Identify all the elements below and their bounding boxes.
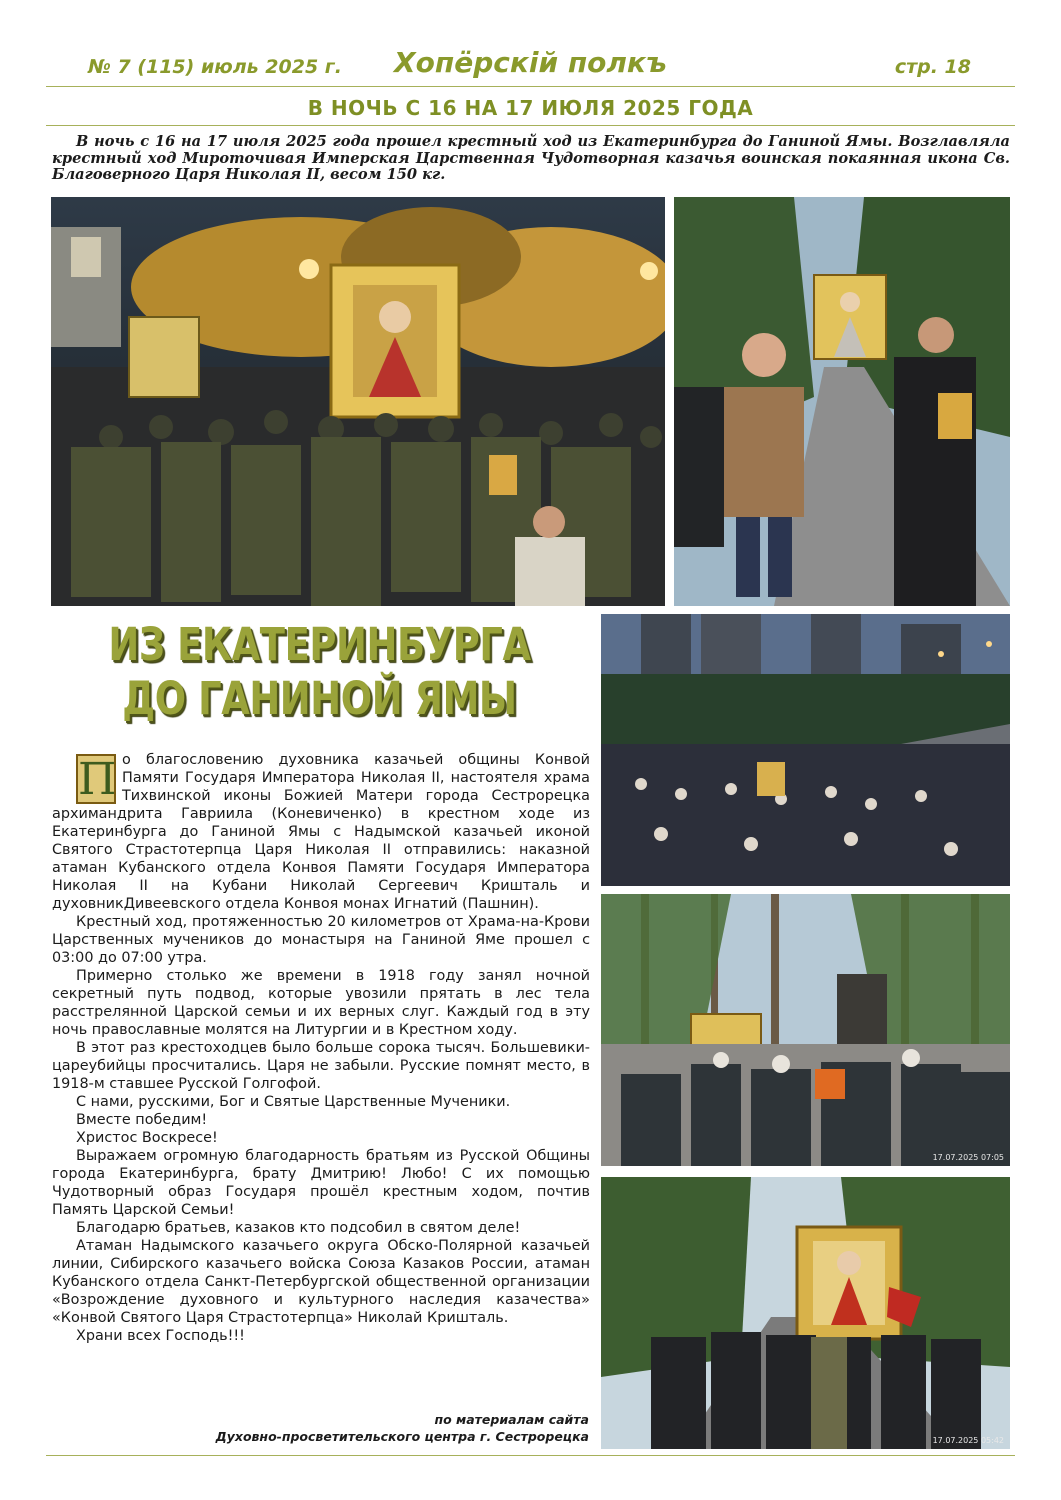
photo-date-stamp: 17.07.2025 05:42 bbox=[932, 1436, 1004, 1445]
dropcap-letter: П bbox=[78, 754, 117, 805]
source-line-1: по материалам сайта bbox=[434, 1412, 589, 1427]
article-title-line-1: ИЗ ЕКАТЕРИНБУРГА bbox=[108, 618, 531, 671]
paragraph: С нами, русскими, Бог и Святые Царственные Мученики. bbox=[76, 1094, 511, 1110]
headline-rule bbox=[46, 125, 1015, 126]
footer-rule bbox=[46, 1455, 1015, 1456]
source-credit bbox=[216, 1411, 589, 1445]
photo-forest-road bbox=[674, 197, 1010, 606]
page-number: стр. 18 bbox=[894, 56, 971, 78]
paragraph-text: о благословению духовника казачьей общины Конвой Памяти Государя Императора Николая II, настоятеля храма Тихвинской иконы Божией Матери города Сестрорецка архимандрита Гавриила (Коневиченко) в крестном ходе из Екатеринбурга до Ганиной Ямы с Надымской казачьей иконой Святого Страстотерпца Царя Николая II отправились: наказной атаман Кубанского отдела Конвоя Памяти Государя Императора Николая II на Кубани Николай Сергеевич Кришталь и духовникДивеевского отдела Конвоя монах Игнатий (Пашнин). bbox=[52, 752, 590, 912]
photo-cossacks-icon bbox=[601, 1177, 1010, 1449]
photo-forest-monument bbox=[601, 894, 1010, 1166]
paragraph: В этот раз крестоходцев было больше сорока тысяч. Большевики-цареубийцы просчитались. Царя не забыли. Русские помнят место, в 1918-м ставшее Русской Голгофой. bbox=[52, 1040, 590, 1092]
photo-night-procession bbox=[51, 197, 665, 606]
paragraph bbox=[52, 751, 590, 913]
headline: В НОЧЬ С 16 НА 17 ИЮЛЯ 2025 ГОДА bbox=[307, 96, 754, 120]
photo-date-stamp: 17.07.2025 07:05 bbox=[932, 1153, 1004, 1162]
paragraph: Выражаем огромную благодарность братьям из Русской Общины города Екатеринбурга, брату Дмитрию! Любо! С их помощью Чудотворный образ Государя прошёл крестным ходом, почтив Память Царской Семьи! bbox=[52, 1148, 590, 1218]
source-line-2: Духовно-просветительского центра г. Сестрорецка bbox=[215, 1429, 589, 1444]
photo-evening-crowd bbox=[601, 614, 1010, 886]
paragraph: Христос Воскресе! bbox=[76, 1130, 218, 1146]
article-title bbox=[100, 618, 539, 726]
article-body bbox=[52, 751, 590, 1345]
newspaper-title: Хопёрскiй полкъ bbox=[394, 46, 667, 79]
paragraph: Благодарю братьев, казаков кто подсобил в святом деле! bbox=[76, 1220, 521, 1236]
paragraph: Крестный ход, протяженностью 20 километров от Храма-на-Крови Царственных мучеников до монастыря на Ганиной Яме прошел с 03:00 до 07:00 утра. bbox=[52, 914, 590, 966]
paragraph: Атаман Надымского казачьего округа Обско-Полярной казачьей линии, Сибирского казачьего войска Союза Казаков России, атаман Кубанского отдела Санкт-Петербургской общественной организации «Возрождение духовного и культурного наследия казачества» «Конвой Святого Царя Страстотерпца» Николай Кришталь. bbox=[52, 1238, 590, 1326]
issue-label: № 7 (115) июль 2025 г. bbox=[88, 56, 342, 78]
article-title-line-2: ДО ГАНИНОЙ ЯМЫ bbox=[122, 672, 517, 725]
lead-paragraph: В ночь с 16 на 17 июля 2025 года прошел крестный ход из Екатеринбурга до Ганиной Ямы. Возглавляла крестный ход Мироточивая Имперская Царственная Чудотворная казачья воинская покаянная икона Св. Благоверного Царя Николая II, весом 150 кг. bbox=[52, 133, 1010, 183]
paragraph: Храни всех Господь!!! bbox=[76, 1328, 245, 1344]
paragraph: Примерно столько же времени в 1918 году занял ночной секретный путь подвод, которые увозили прятать в лес тела расстрелянной Царской семьи и их верных слуг. Каждый год в эту ночь православные молятся на Литургии и в Крестном ходу. bbox=[52, 968, 590, 1038]
paragraph: Вместе победим! bbox=[76, 1112, 208, 1128]
header-rule bbox=[46, 86, 1015, 87]
